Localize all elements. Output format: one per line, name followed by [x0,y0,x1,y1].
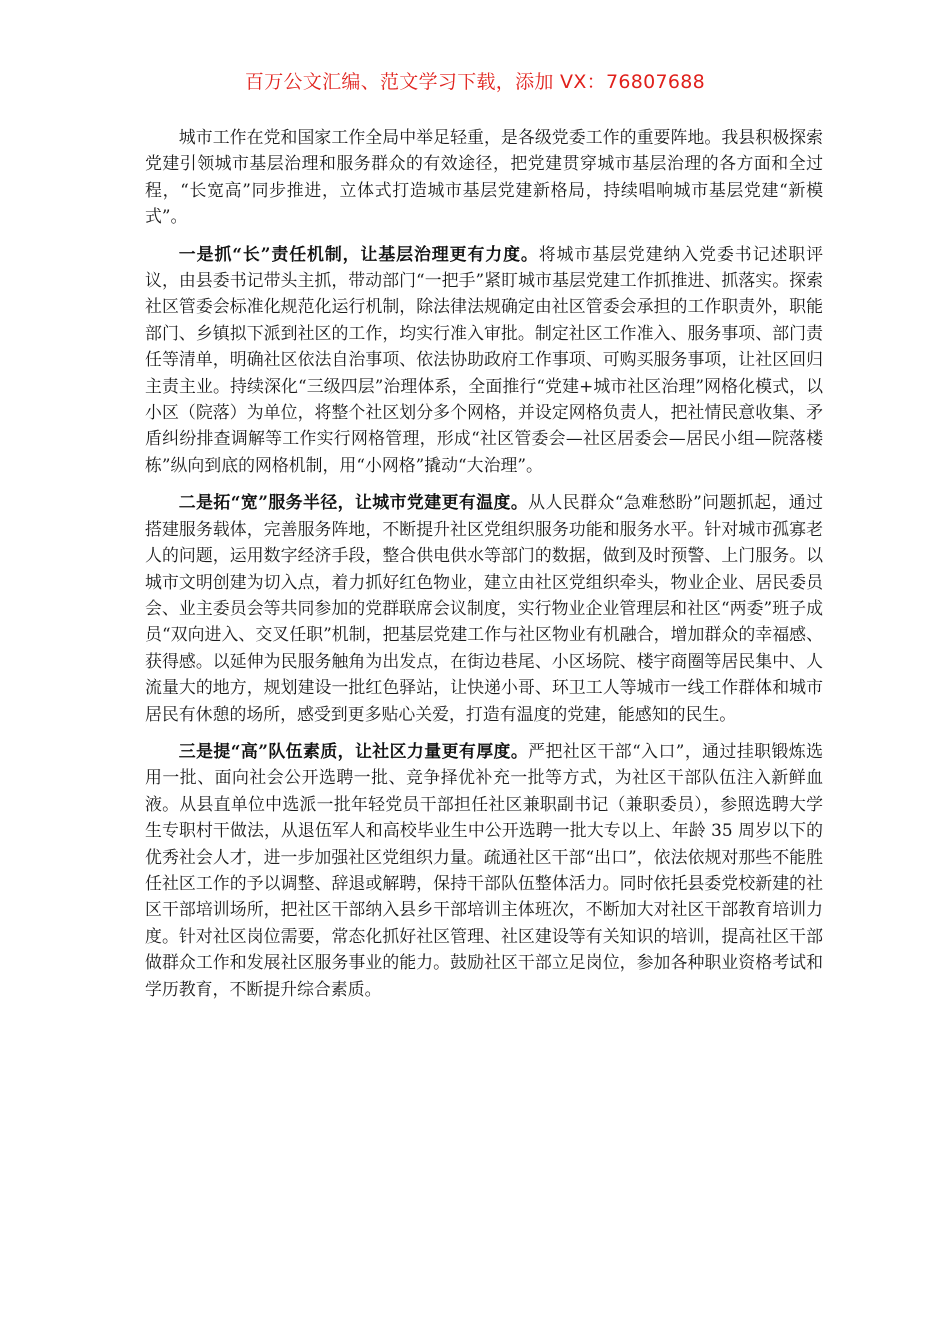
watermark-header: 百万公文汇编、范文学习下载，添加 VX：76807688 [244,71,706,93]
paragraph-text: 将城市基层党建纳入党委书记述职评议，由县委书记带头主抓，带动部门“一把手”紧盯城市基层党建工作抓推进、抓落实。探索社区管委会标准化规范化运行机制，除法律法规确定由社区管委会承担的工作职责外，职能部门、乡镇拟下派到社区的工作，均实行准入审批。制定社区工作准入、服务事项、部门责任等清单，明确社区依法自治事项、依法协助政府工作事项、可购买服务事项，让社区回归主责主业。持续深化“三级四层”治理体系，全面推行“党建+城市社区治理”网格化模式，以小区（院落）为单位，将整个社区划分多个网格，并设定网格负责人，把社情民意收集、矛盾纠纷排查调解等工作实行网格管理，形成“社区管委会—社区居委会—居民小组—院落楼栋”纵向到底的网格机制，用“小网格”撬动“大治理”。 [145,243,823,475]
paragraph-2 [145,489,823,727]
document-body [145,124,823,1013]
paragraph-1 [145,241,823,479]
paragraph-text: 从人民群众“急难愁盼”问题抓起，通过搭建服务载体，完善服务阵地，不断提升社区党组织服务功能和服务水平。针对城市孤寡老人的问题，运用数字经济手段，整合供电供水等部门的数据，做到及时预警、上门服务。以城市文明创建为切入点，着力抓好红色物业，建立由社区党组织牵头，物业企业、居民委员会、业主委员会等共同参加的党群联席会议制度，实行物业企业管理层和社区“两委”班子成员“双向进入、交叉任职”机制，把基层党建工作与社区物业有机融合，增加群众的幸福感、获得感。以延伸为民服务触角为出发点，在街边巷尾、小区场院、楼宇商圈等居民集中、人流量大的地方，规划建设一批红色驿站，让快递小哥、环卫工人等城市一线工作群体和城市居民有休憩的场所，感受到更多贴心关爱，打造有温度的党建，能感知的民生。 [145,492,823,724]
paragraph-lead: 二是拓“宽”服务半径，让城市党建更有温度。 [178,492,529,513]
paragraph-3 [145,738,823,1002]
paragraph-text: 城市工作在党和国家工作全局中举足轻重，是各级党委工作的重要阵地。我县积极探索党建引领城市基层治理和服务群众的有效途径，把党建贯穿城市基层治理的各方面和全过程，“长宽高”同步推进，立体式打造城市基层党建新格局，持续唱响城市基层党建“新模式”。 [145,127,823,227]
paragraph-intro [145,124,823,230]
paragraph-lead: 一是抓“长”责任机制，让基层治理更有力度。 [178,243,539,264]
paragraph-text: 严把社区干部“入口”，通过挂职锻炼选用一批、面向社会公开选聘一批、竞争择优补充一批等方式，为社区干部队伍注入新鲜血液。从县直单位中选派一批年轻党员干部担任社区兼职副书记（兼职委员），参照选聘大学生专职村干做法，从退伍军人和高校毕业生中公开选聘一批大专以上、年龄 35 周岁以下的优秀社会人才，进一步加强社区党组织力量。疏通社区干部“出口”，依法依规对那些不能胜任社区工作的予以调整、辞退或解聘，保持干部队伍整体活力。同时依托县委党校新建的社区干部培训场所，把社区干部纳入县乡干部培训主体班次，不断加大对社区干部教育培训力度。针对社区岗位需要，常态化抓好社区管理、社区建设等有关知识的培训，提高社区干部做群众工作和发展社区服务事业的能力。鼓励社区干部立足岗位，参加各种职业资格考试和学历教育，不断提升综合素质。 [145,740,823,999]
paragraph-lead: 三是提“高”队伍素质，让社区力量更有厚度。 [178,740,529,761]
